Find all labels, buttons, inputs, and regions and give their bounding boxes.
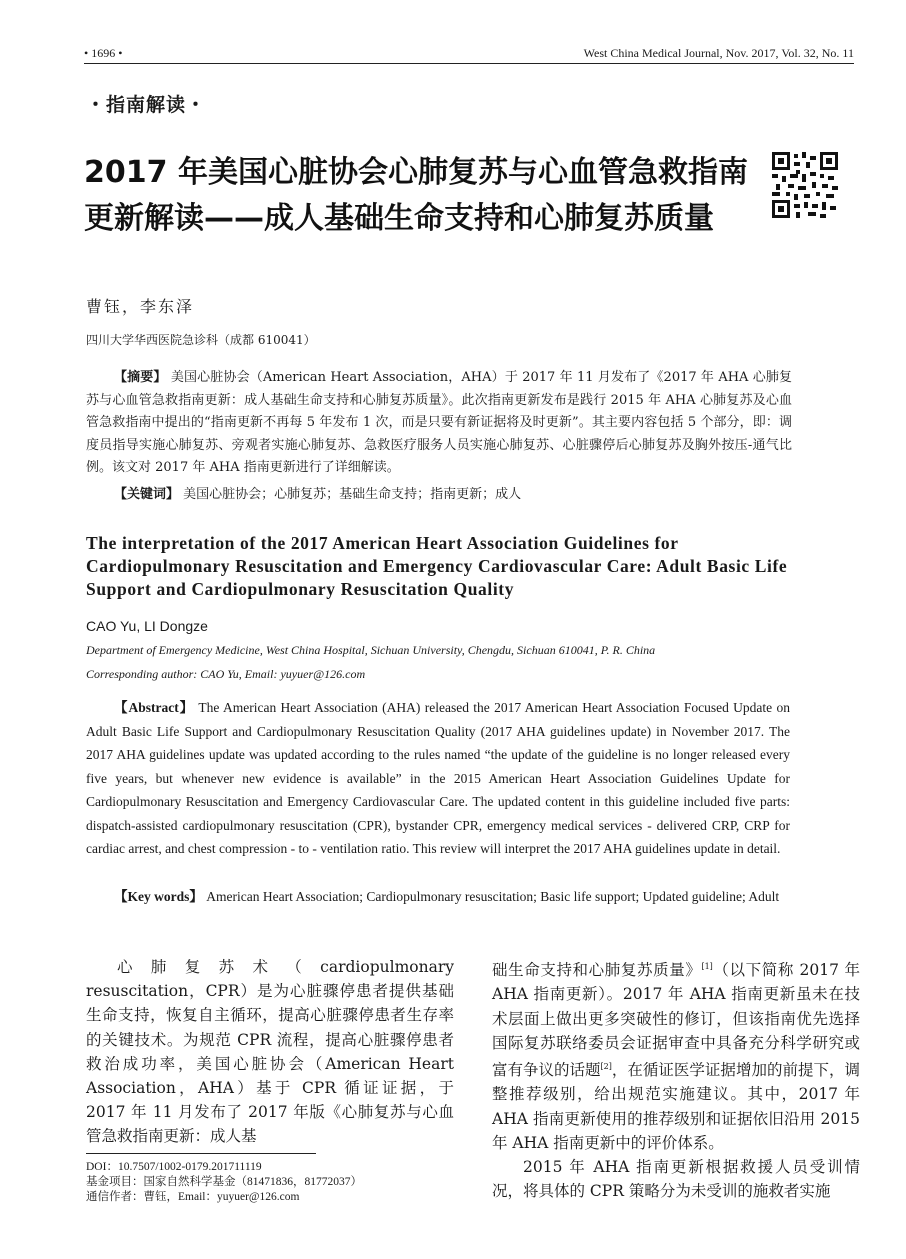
abstract-label: 【摘要】 — [114, 370, 167, 385]
keywords-text: 美国心脏协会；心肺复苏；基础生命支持；指南更新；成人 — [183, 487, 522, 502]
footnote-rule — [86, 1153, 316, 1154]
abstract-en-label: 【Abstract】 — [114, 700, 195, 715]
body-text: ，在循证医学证据增加的前提下，调整推荐级别，给出规范实施建议。其中，2017 年 AHA 指南更新使用的推荐级别和证据依旧沿用 2015 年 AHA 指南更新中的评价体系。 — [492, 1061, 860, 1152]
abstract-chinese — [86, 367, 792, 480]
keywords-english — [86, 885, 790, 909]
qr-code-icon — [772, 152, 838, 218]
footnote-doi: DOI：10.7507/1002-0179.201711119 — [86, 1161, 262, 1173]
abstract-english — [86, 696, 790, 861]
body-paragraph — [492, 955, 860, 1155]
abstract-en-text: The American Heart Association (AHA) released the 2017 American Heart Association Focused Update on Adult Basic Life Support and Cardiopulmonary Resuscitation Quality (2017 AHA guidelines update) in November 2017. The 2017 AHA guidelines update was updated according to the rules named “the update of the guideline is no longer released every five years, but whenever new evidence is available” in the 2015 American Heart Association Guidelines Update for Cardiopulmonary Resuscitation and Emergency Cardiovascular Care. The updated content in this guideline included five parts: dispatch-assisted cardiopulmonary resuscitation (CPR), bystander CPR, emergency medical services - delivered CRP, CRP for cardiac arrest, and chest compression - to - ventilation ratio. This review will interpret the 2017 AHA guidelines update in detail. — [86, 700, 790, 856]
body-text: 础生命支持和心肺复苏质量》 — [492, 961, 702, 980]
reference-2: [2] — [600, 1061, 612, 1071]
abstract-text: 美国心脏协会（American Heart Association，AHA）于 2017 年 11 月发布了《2017 年 AHA 心肺复苏与心血管急救指南更新：成人基础生命支持和心肺复苏质量》。此次指南更新发布是践行 2015 年 AHA 心肺复苏及心血管急救指南中提出的“指南更新不再每 5 年发布 1 次，而是只要有新证据将及时更新”。其主要内容包括 5 个部分，即：调度员指导实施心肺复苏、旁观者实施心肺复苏、急救医疗服务人员实施心肺复苏、心脏骤停后心肺复苏及胸外按压-通气比例。该文对 2017 年 AHA 指南更新进行了详细解读。 — [86, 370, 792, 475]
journal-citation: West China Medical Journal, Nov. 2017, Vol. 32, No. 11 — [583, 46, 854, 60]
body-column-left — [86, 955, 454, 1149]
footnote-corresponding: 通信作者：曹钰，Email：yuyuer@126.com — [86, 1191, 300, 1203]
keywords-chinese — [86, 484, 792, 507]
affiliation-chinese: 四川大学华西医院急诊科（成都 610041） — [86, 333, 316, 347]
section-label: ・指南解读・ — [86, 94, 207, 116]
corresponding-author: Corresponding author: CAO Yu, Email: yuyuer@126.com — [86, 667, 366, 681]
footnote-fund: 基金项目：国家自然科学基金（81471836，81772037） — [86, 1176, 362, 1188]
body-text: （以下简称 2017 年 AHA 指南更新）。2017 年 AHA 指南更新虽未在技术层面上做出更多突破性的修订，但该指南优先选择国际复苏联络委员会证据审查中具备充分科学研究或富有争议的话题 — [492, 961, 860, 1080]
department-english: Department of Emergency Medicine, West China Hospital, Sichuan University, Chengdu, Sichuan 610041, P. R. China — [86, 643, 656, 657]
body-paragraph: 心肺复苏术（cardiopulmonary resuscitation，CPR）是为心脏骤停患者提供基础生命支持，恢复自主循环，提高心脏骤停患者生存率的关键技术。为规范 CPR 流程，提高心脏骤停患者救治成功率，美国心脏协会（American Heart Association，AHA）基于 CPR 循证证据，于 2017 年 11 月发布了 2017 年版《心肺复苏与心血管急救指南更新：成人基 — [86, 958, 454, 1146]
keywords-en-label: 【Key words】 — [114, 889, 203, 904]
header-rule — [84, 63, 854, 64]
keywords-en-text: American Heart Association; Cardiopulmonary resuscitation; Basic life support; Updated guideline; Adult — [206, 889, 780, 904]
page-number: • 1696 • — [84, 46, 123, 60]
keywords-label: 【关键词】 — [114, 487, 180, 502]
body-paragraph: 2015 年 AHA 指南更新根据救援人员受训情况，将具体的 CPR 策略分为未受训的施救者实施 — [492, 1157, 860, 1201]
footnotes — [86, 1160, 362, 1205]
title-chinese: 2017 年美国心脏协会心肺复苏与心血管急救指南更新解读——成人基础生命支持和心肺复苏质量 — [84, 155, 748, 236]
title-english: The interpretation of the 2017 American Heart Association Guidelines for Cardiopulmonary Resuscitation and Emergency Cardiovascular Care: Adult Basic Life Support and Cardiopulmonary Resuscitation Quality — [86, 533, 788, 599]
authors-english: CAO Yu, LI Dongze — [86, 618, 208, 634]
authors-chinese: 曹钰，李东泽 — [86, 297, 195, 316]
body-column-right — [492, 955, 860, 1203]
reference-1: [1] — [701, 962, 713, 971]
